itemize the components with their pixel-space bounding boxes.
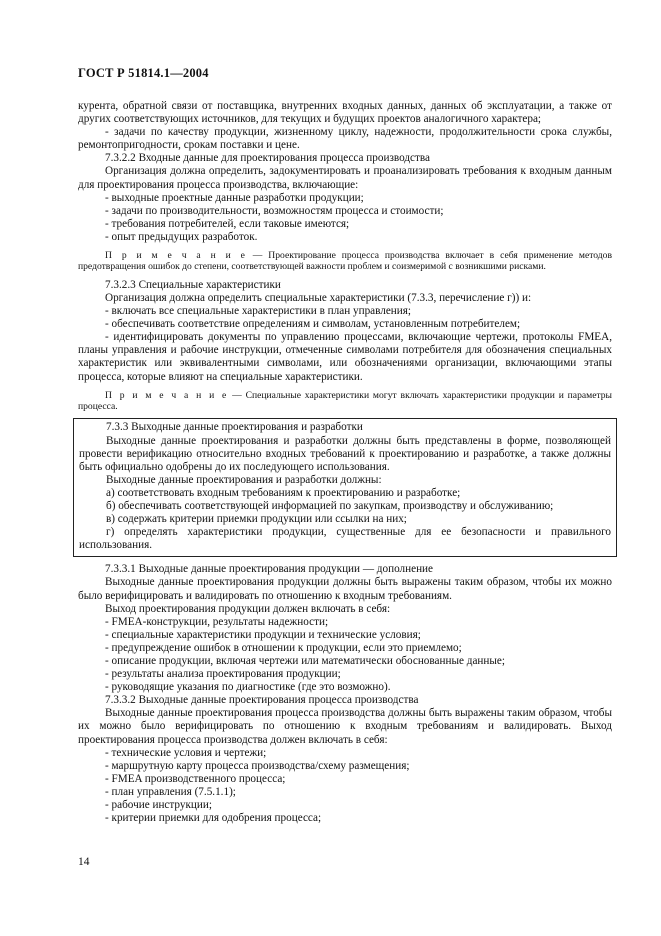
section-7-3-2-3-heading: 7.3.2.3 Специальные характеристики <box>105 278 281 291</box>
note-label: П р и м е ч а н и е <box>105 389 229 401</box>
list-item: - описание продукции, включая чертежи или математически обоснованные данные; <box>105 655 505 667</box>
list-item: - задачи по производительности, возможностям процесса и стоимости; <box>105 204 444 217</box>
list-item: - маршрутную карту процесса производства/схему размещения; <box>105 759 410 772</box>
list-item: - технические условия и чертежи; <box>105 746 267 759</box>
standard-header: ГОСТ Р 51814.1—2004 <box>78 66 209 80</box>
section-7-3-2-3-paragraph: Организация должна определить специальные характеристики (7.3.3, перечисление г)) и: <box>105 291 532 304</box>
section-7-3-3-1-paragraph: Выходные данные проектирования продукции должны быть выражены таким образом, чтобы их можно было верифицировать и валидировать по отношению к входным требованиям. <box>78 576 612 602</box>
section-7-3-3-2-heading: 7.3.3.2 Выходные данные проектирования процесса производства <box>105 694 419 707</box>
section-7-3-2-2-paragraph: Организация должна определить, задокументировать и проанализировать требования к входным данным для проектирования процесса производства, включающие: <box>78 165 612 191</box>
list-item: б) обеспечивать соответствующей информацией по закупкам, производству и обслуживанию; <box>106 499 554 512</box>
note-text: — Специальные характеристики могут включать характеристики продукции и параметры процесса. <box>78 389 612 412</box>
list-item: а) соответствовать входным требованиям к проектированию и разработке; <box>106 486 461 499</box>
list-item: - специальные характеристики продукции и технические условия; <box>105 628 421 641</box>
list-item: - идентифицировать документы по управлению процессами, включающие чертежи, протоколы FMEA, планы управления и рабочие инструкции, отмеченные символами потребителя для обозначения специальных характеристик или эквивалентными символами, или обозначениями организации, включающими этапы процесса, которые влияют на специальные характеристики. <box>78 331 612 383</box>
list-item: - предупреждение ошибок в отношении к продукции, если это приемлемо; <box>105 641 462 654</box>
list-item: - опыт предыдущих разработок. <box>105 230 258 243</box>
list-item: - включать все специальные характеристики в план управления; <box>105 305 412 318</box>
list-item: - выходные проектные данные разработки продукции; <box>105 191 364 204</box>
list-item: - FMEA-конструкции, результаты надежности; <box>105 615 329 628</box>
section-7-3-3-paragraph: Выходные данные проектирования и разработки должны: <box>106 473 382 486</box>
boxed-section-7-3-3 <box>73 418 617 557</box>
note-7-3-2-2 <box>78 250 612 273</box>
note-text: — Проектирование процесса производства включает в себя применение методов предотвращения ошибок до степени, соответствующей важности проблем и соизмеримой с возникшими рисками. <box>78 250 612 273</box>
section-7-3-3-heading: 7.3.3 Выходные данные проектирования и разработки <box>106 421 363 434</box>
list-item: - критерии приемки для одобрения процесса; <box>105 812 322 825</box>
note-label: П р и м е ч а н и е <box>105 250 247 262</box>
list-item: - результаты анализа проектирования продукции; <box>105 668 341 681</box>
section-7-3-3-paragraph: Выходные данные проектирования и разработки должны быть представлены в форме, позволяющей провести верификацию относительно входных требований к проектированию и разработке, а также должны быть официально одобрены до их последующего использования. <box>79 434 611 473</box>
page-content <box>78 100 612 825</box>
list-item: - руководящие указания по диагностике (где это возможно). <box>105 681 391 694</box>
intro-paragraph: курента, обратной связи от поставщика, внутренних входных данных, данных об эксплуатации, а также от других соответствующих источников, для текущих и будущих проектов аналогичного характера; <box>78 100 612 126</box>
list-item: в) содержать критерии приемки продукции или ссылки на них; <box>106 513 407 526</box>
section-7-3-3-2-paragraph: Выходные данные проектирования процесса производства должны быть выражены таким образом, чтобы их можно было верифицировать по отношению к входным требованиям и валидировать. Выход проектирования процесса производства должен включать в себя: <box>78 707 612 746</box>
intro-list-item: - задачи по качеству продукции, жизненному циклу, надежности, продолжительности срока службы, ремонтопригодности, срокам поставки и цене. <box>78 126 612 152</box>
section-7-3-3-1-heading: 7.3.3.1 Выходные данные проектирования продукции — дополнение <box>105 563 434 576</box>
page-number: 14 <box>78 856 90 868</box>
list-item: - требования потребителей, если таковые имеются; <box>105 217 350 230</box>
list-item: г) определять характеристики продукции, существенные для ее безопасности и правильного использования. <box>79 526 611 552</box>
list-item: - рабочие инструкции; <box>105 799 212 812</box>
section-7-3-2-2-heading: 7.3.2.2 Входные данные для проектирования процесса производства <box>105 152 430 165</box>
section-7-3-3-1-paragraph: Выход проектирования продукции должен включать в себя: <box>105 602 391 615</box>
list-item: - план управления (7.5.1.1); <box>105 785 236 798</box>
list-item: - обеспечивать соответствие определениям и символам, установленным потребителем; <box>105 318 521 331</box>
list-item: - FMEA производственного процесса; <box>105 772 286 785</box>
note-7-3-2-3 <box>78 390 612 413</box>
